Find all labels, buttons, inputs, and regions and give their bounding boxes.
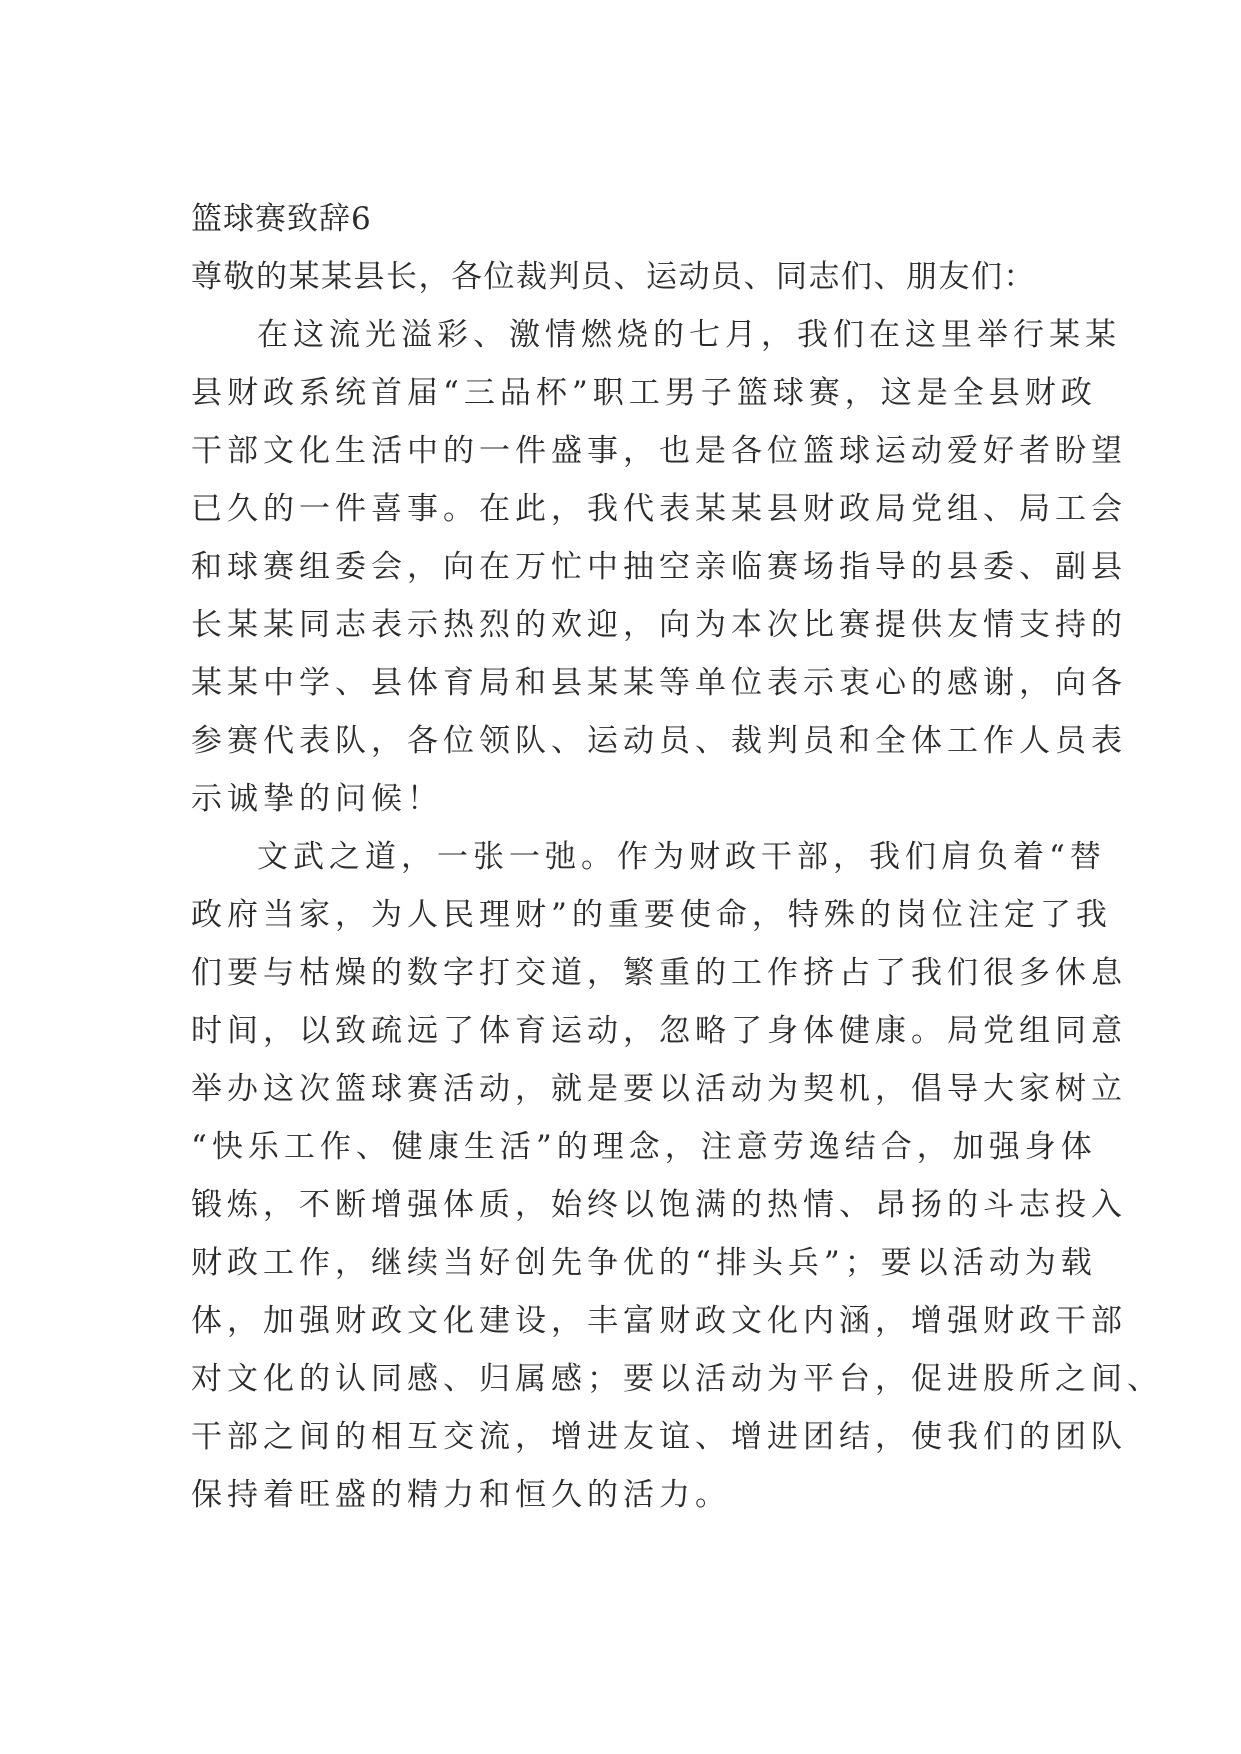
paragraph-line: “快乐工作、健康生活”的理念，注意劳逸结合，加强身体 xyxy=(191,1129,1097,1165)
paragraph-line: 们要与枯燥的数字打交道，繁重的工作挤占了我们很多休息 xyxy=(191,955,1127,991)
paragraph-line: 干部之间的相互交流，增进友谊、增进团结，使我们的团队 xyxy=(191,1419,1127,1455)
paragraph-line: 财政工作，继续当好创先争优的“排头兵”；要以活动为载 xyxy=(191,1245,1097,1281)
paragraph-line: 保持着旺盛的精力和恒久的活力。 xyxy=(191,1477,731,1513)
paragraph-1 xyxy=(191,306,1127,828)
document-title: 篮球赛致辞6 xyxy=(191,201,372,237)
salutation-line: 尊敬的某某县长，各位裁判员、运动员、同志们、朋友们： xyxy=(191,259,1036,295)
paragraph-line: 参赛代表队，各位领队、运动员、裁判员和全体工作人员表 xyxy=(191,723,1127,759)
paragraph-line: 某某中学、县体育局和县某某等单位表示衷心的感谢，向各 xyxy=(191,665,1127,701)
paragraph-line: 时间，以致疏远了体育运动，忽略了身体健康。局党组同意 xyxy=(191,1013,1127,1049)
paragraph-line: 县财政系统首届“三品杯”职工男子篮球赛，这是全县财政 xyxy=(191,375,1097,411)
paragraph-line: 举办这次篮球赛活动，就是要以活动为契机，倡导大家树立 xyxy=(191,1071,1127,1107)
paragraph-line: 干部文化生活中的一件盛事，也是各位篮球运动爱好者盼望 xyxy=(191,433,1127,469)
paragraph-line: 长某某同志表示热烈的欢迎，向为本次比赛提供友情支持的 xyxy=(191,607,1127,643)
paragraph-line: 文武之道，一张一弛。作为财政干部，我们肩负着“替 xyxy=(257,839,1106,875)
paragraph-line: 对文化的认同感、归属感；要以活动为平台，促进股所之间、 xyxy=(191,1361,1163,1397)
paragraph-line: 政府当家，为人民理财”的重要使命，特殊的岗位注定了我 xyxy=(191,897,1112,933)
paragraph-line: 体，加强财政文化建设，丰富财政文化内涵，增强财政干部 xyxy=(191,1303,1127,1339)
paragraph-line: 已久的一件喜事。在此，我代表某某县财政局党组、局工会 xyxy=(191,491,1127,527)
paragraph-line: 和球赛组委会，向在万忙中抽空亲临赛场指导的县委、副县 xyxy=(191,549,1127,585)
paragraph-line: 在这流光溢彩、激情燃烧的七月，我们在这里举行某某 xyxy=(257,317,1121,353)
paragraph-2 xyxy=(191,828,1163,1524)
paragraph-line: 锻炼，不断增强体质，始终以饱满的热情、昂扬的斗志投入 xyxy=(191,1187,1127,1223)
document-body xyxy=(191,190,1163,1524)
paragraph-line: 示诚挚的问候！ xyxy=(191,781,443,817)
